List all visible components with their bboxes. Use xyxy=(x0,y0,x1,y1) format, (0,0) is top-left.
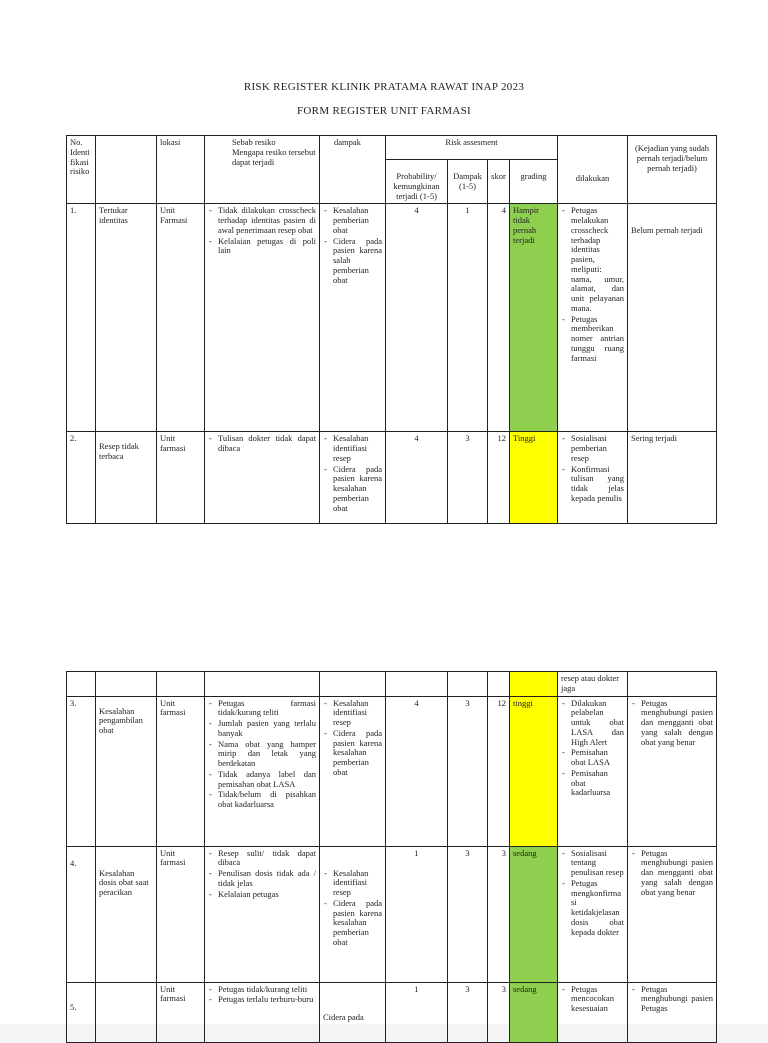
header-dampak-score: Dampak (1-5) xyxy=(448,160,488,204)
dilakukan-item: - Petugas memberikan nomer antrian tunggu ruang farmasi xyxy=(571,315,624,364)
sebab-item: - Petugas farmasi tidak/kurang teliti xyxy=(218,699,316,719)
row-dampak-score: 1 xyxy=(448,204,488,432)
row-lokasi: Unit farmasi xyxy=(157,696,205,846)
dilakukan-item: - Pemisahan obat LASA xyxy=(571,748,624,768)
dilakukan-item: - Petugas mengkonfirmasi ketidakjelasan dosis obat kepada dokter xyxy=(571,879,624,938)
row-probability: 4 xyxy=(386,696,448,846)
row-dampak: Cidera pada xyxy=(320,982,386,1042)
dilakukan-item: - Konfirmasi tulisan yang tidak jelas kepada penulis xyxy=(571,465,624,504)
row-skor: 4 xyxy=(488,204,510,432)
row-dampak xyxy=(320,432,386,524)
row-identifikasi: Tertukar identitas xyxy=(96,204,157,432)
row-no: 2. xyxy=(67,432,96,524)
sebab-item: - Kelalaian petugas di poli lain xyxy=(218,237,316,257)
document-title: RISK REGISTER KLINIK PRATAMA RAWAT INAP 2023 xyxy=(243,81,525,93)
row-dampak xyxy=(320,846,386,982)
row-dampak-score: 3 xyxy=(448,432,488,524)
sebab-item: - Petugas terlalu terburu-buru xyxy=(218,995,316,1005)
row-dilakukan xyxy=(558,696,628,846)
continuation-row xyxy=(67,672,717,697)
dilakukan-item: - Petugas melakukan crosscheck terhadap identitas pasien, meliputi: nama, umur, alamat, dan unit pelayanan mana. xyxy=(571,206,624,313)
dampak-item: - Cidera pada pasien karena kesalahan pemberian obat xyxy=(333,899,382,948)
row-probability: 1 xyxy=(386,982,448,1042)
header-lokasi: lokasi xyxy=(157,136,205,204)
row-sebab xyxy=(205,982,320,1042)
sebab-item: - Resep sulit/ tidak dapat dibaca xyxy=(218,849,316,869)
row-skor: 12 xyxy=(488,696,510,846)
header-identifikasi xyxy=(96,136,157,204)
row-dilakukan xyxy=(558,204,628,432)
risk-register-table-1 xyxy=(66,135,717,524)
sebab-item: - Jumlah pasien yang terlalu banyak xyxy=(218,719,316,739)
dilakukan-item: - Dilakukan pelabelan untuk obat LASA dan High Alert xyxy=(571,699,624,748)
row-skor: 3 xyxy=(488,982,510,1042)
row-probability: 4 xyxy=(386,432,448,524)
row-probability: 1 xyxy=(386,846,448,982)
row-no: 3. xyxy=(67,696,96,846)
row-grading: Tinggi xyxy=(510,432,558,524)
header-probability: Probability/ kemungkinan terjadi (1-5) xyxy=(386,160,448,204)
dilakukan-item: - Sosialisasi pemberian resep xyxy=(571,434,624,463)
row-kejadian: Belum pernah terjadi xyxy=(628,204,717,432)
header-row-1 xyxy=(67,136,717,160)
sebab-item: - Tidak adanya label dan pemisahan obat LASA xyxy=(218,770,316,790)
row-no: 5. xyxy=(67,982,96,1042)
header-risk-assesment: Risk assesment xyxy=(386,136,558,160)
row-probability: 4 xyxy=(386,204,448,432)
row-dilakukan xyxy=(558,846,628,982)
row-grading: sedang xyxy=(510,982,558,1042)
dampak-item: - Cidera pada pasien karena salah pemberian obat xyxy=(333,237,382,286)
row-grading: sedang xyxy=(510,846,558,982)
row-identifikasi: Kesalahan pengambilan obat xyxy=(96,696,157,846)
table-row xyxy=(67,846,717,982)
table-row xyxy=(67,204,717,432)
row-lokasi: Unit farmasi xyxy=(157,982,205,1042)
row-kejadian: Sering terjadi xyxy=(628,432,717,524)
sebab-item: - Petugas tidak/kurang teliti xyxy=(218,985,316,995)
row-dampak xyxy=(320,696,386,846)
row-dilakukan xyxy=(558,982,628,1042)
row-kejadian xyxy=(628,696,717,846)
risk-register-table-2 xyxy=(66,671,717,1043)
sebab-item: - Nama obat yang hamper mirip dan letak yang berdekatan xyxy=(218,740,316,769)
row-sebab xyxy=(205,432,320,524)
row-sebab xyxy=(205,846,320,982)
dilakukan-item: - Pemisahan obat kadarluarsa xyxy=(571,769,624,798)
table-row xyxy=(67,432,717,524)
row-identifikasi xyxy=(96,982,157,1042)
row-lokasi: Unit Farmasi xyxy=(157,204,205,432)
row-lokasi: Unit farmasi xyxy=(157,432,205,524)
row-sebab xyxy=(205,696,320,846)
dilakukan-item: - Sosialisasi tentang penulisan resep xyxy=(571,849,624,878)
header-skor: skor xyxy=(488,160,510,204)
header-dampak: dampak xyxy=(320,136,386,204)
row-dampak-score: 3 xyxy=(448,846,488,982)
header-dilakukan: dilakukan xyxy=(558,136,628,204)
sebab-item: - Tulisan dokter tidak dapat dibaca xyxy=(218,434,316,454)
sebab-item: - Kelalaian petugas xyxy=(218,890,316,900)
dampak-item: - Cidera pada pasien karena kesalahan pemberian obat xyxy=(333,729,382,778)
dampak-item: - Kesalahan identifiasi resep xyxy=(333,869,382,898)
header-no: No. Identifikasi risiko xyxy=(67,136,96,204)
sebab-item: - Tidak/belum di pisahkan obat kadarluarsa xyxy=(218,790,316,810)
row-skor: 12 xyxy=(488,432,510,524)
row-dampak-score: 3 xyxy=(448,696,488,846)
kejadian-item: - Petugas menghubungi pasien Petugas xyxy=(641,985,713,1014)
document-subtitle: FORM REGISTER UNIT FARMASI xyxy=(297,105,471,117)
row-no: 4. xyxy=(67,846,96,982)
row-dilakukan xyxy=(558,432,628,524)
header-sebab: Sebab resiko Mengapa resiko tersebut dapat terjadi xyxy=(205,136,320,204)
dampak-item: - Cidera pada pasien karena kesalahan pemberian obat xyxy=(333,465,382,514)
header-kejadian: (Kejadian yang sudah pernah terjadi/belum pernah terjadi) xyxy=(628,136,717,204)
kejadian-item: - Petugas menghubungi pasien dan mengganti obat yang salah dengan obat yang benar xyxy=(641,849,713,898)
sebab-item: - Tidak dilakukan crosscheck terhadap identitas pasien di awal penerimaan resep obat xyxy=(218,206,316,235)
row-kejadian xyxy=(628,846,717,982)
row-dampak-score: 3 xyxy=(448,982,488,1042)
row-identifikasi: Kesalahan dosis obat saat peracikan xyxy=(96,846,157,982)
row-no: 1. xyxy=(67,204,96,432)
row-skor: 3 xyxy=(488,846,510,982)
table-row xyxy=(67,982,717,1042)
row-grading: tinggi xyxy=(510,696,558,846)
row-kejadian xyxy=(628,982,717,1042)
row-lokasi: Unit farmasi xyxy=(157,846,205,982)
dampak-item: - Kesalahan pemberian obat xyxy=(333,206,382,235)
row-grading: Hampir tidak pernah terjadi xyxy=(510,204,558,432)
kejadian-item: - Petugas menghubungi pasien dan mengganti obat yang salah dengan obat yang benar xyxy=(641,699,713,748)
dampak-item: - Kesalahan identifiasi resep xyxy=(333,434,382,463)
continuation-text: resep atau dokter jaga xyxy=(558,672,628,697)
sebab-item: - Penulisan dosis tidak ada / tidak jelas xyxy=(218,869,316,889)
row-dampak xyxy=(320,204,386,432)
dilakukan-item: - Petugas mencocokan kesesuaian xyxy=(571,985,624,1014)
table-row xyxy=(67,696,717,846)
header-grading: grading xyxy=(510,160,558,204)
row-identifikasi: Resep tidak terbaca xyxy=(96,432,157,524)
row-sebab xyxy=(205,204,320,432)
dampak-item: - Kesalahan identifiasi resep xyxy=(333,699,382,728)
